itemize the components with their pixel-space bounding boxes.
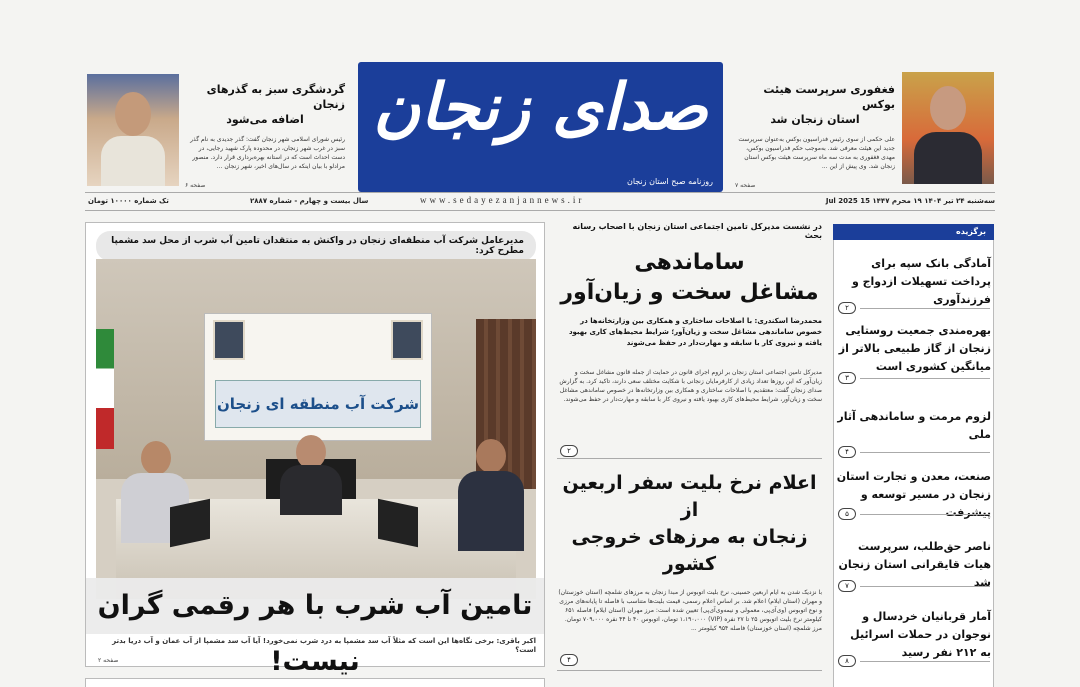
main-caption: اکبر باقری: برخی نگاه‌ها این است که مثلاً آب سد مشمپا به درد شرب نمی‌خورد! آیا آب سد مشمپا از آب عمان و آب دریا بدتر است؟ bbox=[112, 637, 536, 654]
top-right-page: صفحه ۷ bbox=[735, 182, 756, 189]
top-left-photo bbox=[87, 74, 179, 186]
main-story bbox=[85, 222, 545, 677]
center2-page: ۴ bbox=[560, 654, 578, 666]
top-right-headline-2: استان زنجان شد bbox=[770, 113, 860, 126]
center2-body: با نزدیک شدن به ایام اربعین حسینی، نرخ بلیت اتوبوس از مبدا زنجان به مرزهای شلمچه (استان خوزستان) و مهران (استان ایلام) اعلام شد. بر اساس اعلام رسمی، قیمت بلیت‌ها متناسب با فاصله تا پایانه‌های مرزی و نوع اتوبوس (وی‌آی‌پی، معمولی و نیمه‌وی‌آی‌پی) تعیین شده است: مرز مهران (استان ایلام) فاصله ۶۵۱ کیلومتر نرخ بلیت اتوبوس ۲۵ تا ۲۷ نفره (VIP) ۱،۱۹۰،۰۰۰ تومان، اتوبوس ۴۰ تا ۴۴ نفره ۷۰۹،۰۰۰ تومان. مرز شلمچه (استان خوزستان) فاصله ۹۵۴ کیلومتر ... bbox=[558, 589, 822, 632]
sidebar-item-number: ۷ bbox=[838, 580, 856, 592]
top-right-headline-1: فغفوری سرپرست هیئت بوکس bbox=[763, 83, 895, 111]
sidebar-divider bbox=[860, 452, 990, 453]
center2-headline-2: زنجان به مرزهای خروجی کشور bbox=[571, 526, 808, 575]
sidebar-item-number: ۴ bbox=[838, 446, 856, 458]
sidebar-item-number: ۲ bbox=[838, 302, 856, 314]
top-left-headline-2: اضافه می‌شود bbox=[226, 113, 304, 126]
sidebar-item-number: ۸ bbox=[838, 655, 856, 667]
sidebar-item[interactable]: صنعت، معدن و تجارت استان زنجان در مسیر توسعه و پیشرفت bbox=[836, 470, 991, 519]
top-left-page: صفحه ۶ bbox=[185, 182, 206, 189]
center2-headline-1: اعلام نرخ بلیت سفر اربعین از bbox=[562, 472, 817, 521]
top-left-headline-1: گردشگری سبز به گذرهای زنجان bbox=[206, 83, 345, 111]
masthead-subtitle: روزنامه صبح استان زنجان bbox=[626, 177, 713, 186]
center1-page: ۲ bbox=[560, 445, 578, 457]
sidebar-divider bbox=[860, 378, 990, 379]
sidebar-divider bbox=[860, 586, 990, 587]
center1-lead: محمدرضا اسکندری: با اصلاحات ساختاری و همکاری بین وزارتخانه‌ها در خصوص ساماندهی مشاغل سخت و زیان‌آور؛ شرایط محیط‌های کاری بهبود یافته و نیروی کار با سابقه و مهارت‌دار در حفظ می‌شوند bbox=[568, 317, 822, 347]
top-left-body: رئیس شورای اسلامی شهر زنجان گفت: گذر جدیدی به نام گذر سبز در غرب شهر زنجان، در محدوده پارک شهید رجایی، در دست احداث است که در استانه بهره‌برداری قرار دارد. منصور مرادلو با بیان اینکه در سال‌های اخیر، شهر زنجان ... bbox=[190, 136, 345, 170]
main-photo bbox=[96, 259, 536, 599]
date-label: سه‌شنبه ۲۴ تیر ۱۴۰۴ ۱۹ محرم ۱۴۴۷ 15 Jul 2025 bbox=[825, 197, 995, 205]
sidebar-item[interactable]: آمادگی بانک سپه برای پرداخت تسهیلات ازدواج و فرزندآوری bbox=[851, 257, 991, 306]
masthead bbox=[358, 62, 723, 192]
center-story-2 bbox=[557, 470, 822, 680]
center1-headline-2: مشاغل سخت و زیان‌آور bbox=[560, 280, 819, 305]
main-headline: تامین آب شرب با هر رقمی گران نیست! bbox=[97, 590, 533, 677]
masthead-logo: صدای زنجان bbox=[373, 70, 708, 145]
main-page: صفحه ۲ bbox=[98, 657, 119, 664]
sidebar-item-number: ۳ bbox=[838, 372, 856, 384]
top-left-story bbox=[185, 82, 345, 189]
main-kicker: مدیرعامل شرکت آب منطقه‌ای زنجان در واکنش به منتقدان تامین آب شرب از محل سد مشمپا مطرح کرد: bbox=[96, 231, 536, 261]
top-right-story bbox=[735, 82, 895, 189]
top-right-body: علی حکمی از سوی رئیس فدراسیون بوکس به‌عنوان سرپرست جدید این هیئت معرفی شد. به‌موجب حکم فدراسیون بوکس، مهدی فغفوری به مدت سه ماه سرپرست هیئت بوکس استان زنجان شد. وی پیش از این ... bbox=[738, 136, 895, 170]
sidebar-item[interactable]: بهره‌مندی جمعیت روستایی زنجان از گاز طبیعی بالاتر از میانگین کشوری است bbox=[838, 324, 991, 373]
sidebar-divider bbox=[860, 661, 990, 662]
center1-kicker: در نشست مدیرکل تامین اجتماعی استان زنجان با اصحاب رسانه بحث bbox=[572, 222, 822, 240]
center1-body: مدیرکل تامین اجتماعی استان زنجان بر لزوم اجرای قانون در حمایت از جمله قانون مشاغل سخت و زیان‌آور که این روزها تعداد زیادی از کارفرمایان زنجانی با شکایت مختلف سعی دارند، تاکید کرد. به گزارش صدای زنجان گفت: معتقدیم با اصلاحات ساختاری و همکاری بین وزارتخانه‌ها در خصوص ساماندهی مشاغل سخت و زیان‌آور، شرایط محیط‌های کاری بهبود یافته و نیروی کار با سابقه و مهارت‌دار در حفظ می‌شوند. bbox=[559, 369, 822, 403]
issue-label: سال بیست و چهارم - شماره ۲۸۸۷ bbox=[250, 197, 369, 205]
center-story-1 bbox=[557, 222, 822, 452]
sidebar-item[interactable]: ناصر حق‌طلب، سرپرست هیات قایقرانی استان زنجان شد bbox=[838, 540, 991, 589]
sidebar-header bbox=[833, 224, 994, 240]
price-label: تک شماره ۱۰۰۰۰ تومان bbox=[88, 197, 169, 205]
sidebar-divider bbox=[860, 514, 990, 515]
sidebar-item[interactable]: آمار قربانیان خردسال و نوجوان در حملات اسرائیل به ۲۱۲ نفر رسید bbox=[850, 610, 991, 659]
site-url[interactable]: www.sedayezanjannews.ir bbox=[420, 195, 585, 205]
center1-headline-1: ساماندهی bbox=[634, 250, 745, 275]
sidebar-title: برگزیده bbox=[956, 227, 986, 236]
sidebar-item[interactable]: لزوم مرمت و ساماندهی آثار ملی bbox=[837, 410, 991, 441]
sidebar-divider bbox=[860, 308, 990, 309]
top-right-photo bbox=[902, 72, 994, 184]
photo-sign: شرکت آب منطقه ای زنجان bbox=[216, 395, 420, 413]
sidebar-item-number: ۵ bbox=[838, 508, 856, 520]
